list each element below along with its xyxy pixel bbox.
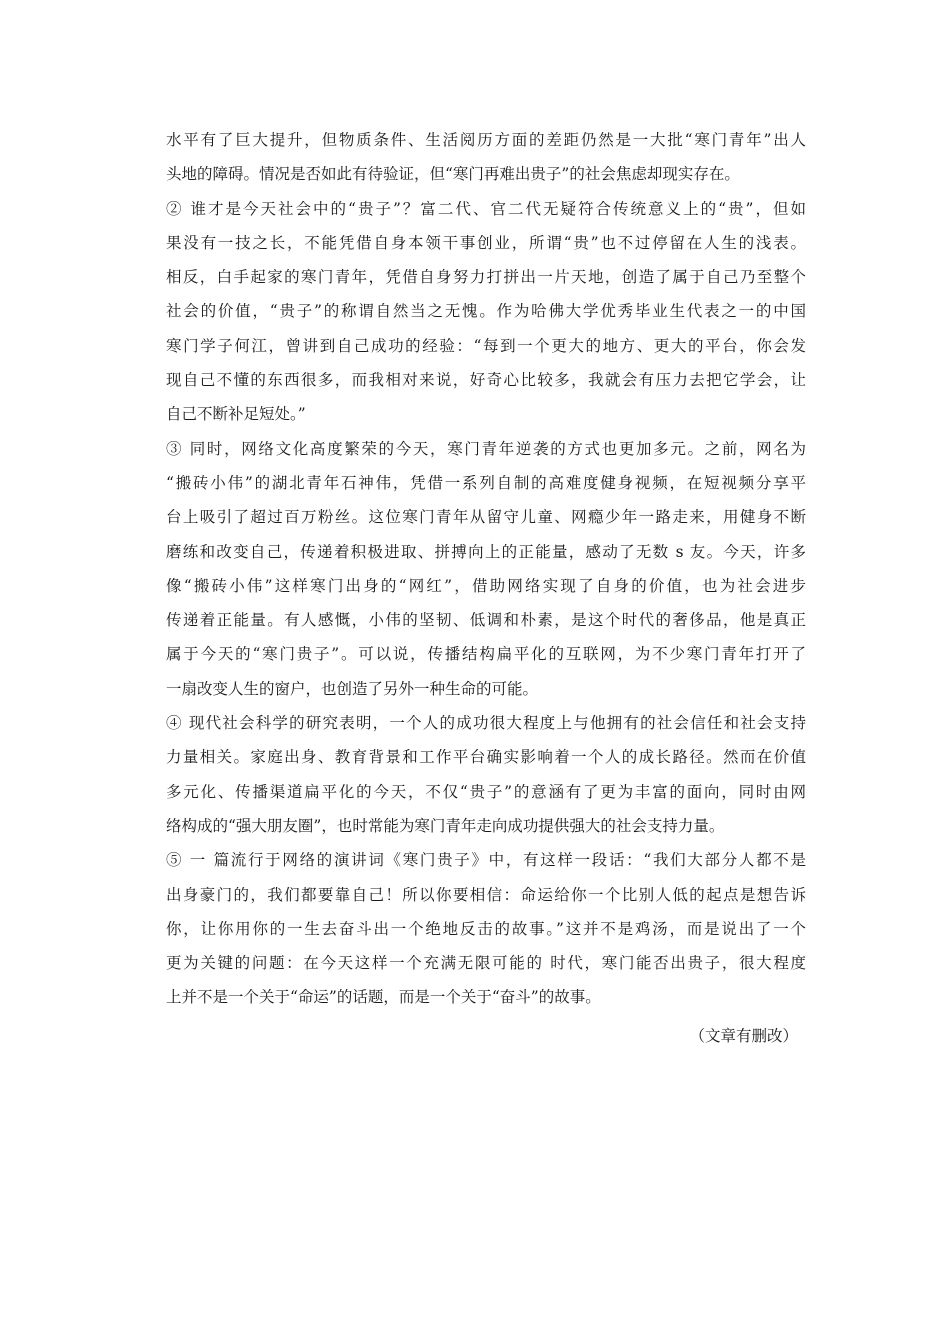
text-line: 水平有了巨大提升，但物质条件、生活阅历方面的差距仍然是一大批“寒门青年”出人	[166, 131, 806, 149]
text-line: 出身豪门的，我们都要靠自己！所以你要相信：命运给你一个比别人低的起点是想告诉	[166, 885, 806, 904]
paragraph	[166, 192, 806, 432]
text-line: 寒门学子何江，曾讲到自己成功的经验：“每到一个更大的地方、更大的平台，你会发	[166, 336, 806, 355]
text-line: 络构成的“强大朋友圈”，也时常能为寒门青年走向成功提供强大的社会支持力量。	[166, 816, 725, 835]
text-line: “搬砖小伟”的湖北青年石神伟，凭借一系列自制的高难度健身视频，在短视频分享平	[166, 473, 806, 492]
text-line: 台上吸引了超过百万粉丝。这位寒门青年从留守儿童、网瘾少年一路走来，用健身不断	[166, 508, 806, 527]
text-line: 更为关键的问题：在今天这样一个充满无限可能的 时代，寒门能否出贵子，很大程度	[166, 954, 806, 973]
text-line: 社会的价值，“贵子”的称谓自然当之无愧。作为哈佛大学优秀毕业生代表之一的中国	[166, 302, 806, 321]
paragraph	[166, 123, 806, 192]
text-line: 磨练和改变自己，传递着积极进取、拼搏向上的正能量，感动了无数 s 友。今天，许多	[166, 542, 806, 561]
paragraph-list	[166, 123, 806, 1015]
paragraph	[166, 432, 806, 706]
text-line: ⑤ 一 篇流行于网络的演讲词《寒门贵子》中，有这样一段话：“我们大部分人都不是	[166, 851, 806, 870]
text-line: 像“搬砖小伟”这样寒门出身的“网红”，借助网络实现了自身的价值，也为社会进步	[166, 576, 806, 595]
text-line: 现自己不懂的东西很多，而我相对来说，好奇心比较多，我就会有压力去把它学会，让	[166, 371, 806, 390]
text-line: 力量相关。家庭出身、教育背景和工作平台确实影响着一个人的成长路径。然而在价值	[166, 748, 806, 767]
text-line: 上并不是一个关于“命运”的话题，而是一个关于“奋斗”的故事。	[166, 988, 601, 1007]
text-line: 属于今天的“寒门贵子”。可以说，传播结构扁平化的互联网，为不少寒门青年打开了	[166, 645, 806, 664]
text-line: 相反，白手起家的寒门青年，凭借自身努力打拼出一片天地，创造了属于自己乃至整个	[166, 268, 806, 287]
text-line: ④ 现代社会科学的研究表明，一个人的成功很大程度上与他拥有的社会信任和社会支持	[166, 714, 806, 733]
text-line: 自己不断补足短处。”	[166, 405, 306, 424]
text-line: 一扇改变人生的窗户，也创造了另外一种生命的可能。	[166, 679, 539, 698]
document-body	[166, 123, 806, 1051]
text-line: ③ 同时，网络文化高度繁荣的今天，寒门青年逆袭的方式也更加多元。之前，网名为	[166, 439, 806, 458]
text-line: 多元化、传播渠道扁平化的今天，不仅“贵子”的意涵有了更为丰富的面向，同时由网	[166, 782, 806, 801]
source-note: （文章有删改）	[689, 1026, 798, 1045]
text-line: 果没有一技之长，不能凭借自身本领干事创业，所谓“贵”也不过停留在人生的浅表。	[166, 233, 806, 252]
text-line: 你，让你用你的一生去奋斗出一个绝地反击的故事。”这并不是鸡汤，而是说出了一个	[166, 919, 806, 938]
text-line: 头地的障碍。情况是否如此有待验证，但“寒门再难出贵子”的社会焦虑却现实存在。	[166, 165, 740, 184]
text-line: ② 谁才是今天社会中的“贵子”？富二代、官二代无疑符合传统意义上的“贵”，但如	[166, 199, 806, 218]
paragraph	[166, 706, 806, 843]
paragraph	[166, 843, 806, 1014]
text-line: 传递着正能量。有人感慨，小伟的坚韧、低调和朴素，是这个时代的奢侈品，他是真正	[166, 611, 806, 630]
